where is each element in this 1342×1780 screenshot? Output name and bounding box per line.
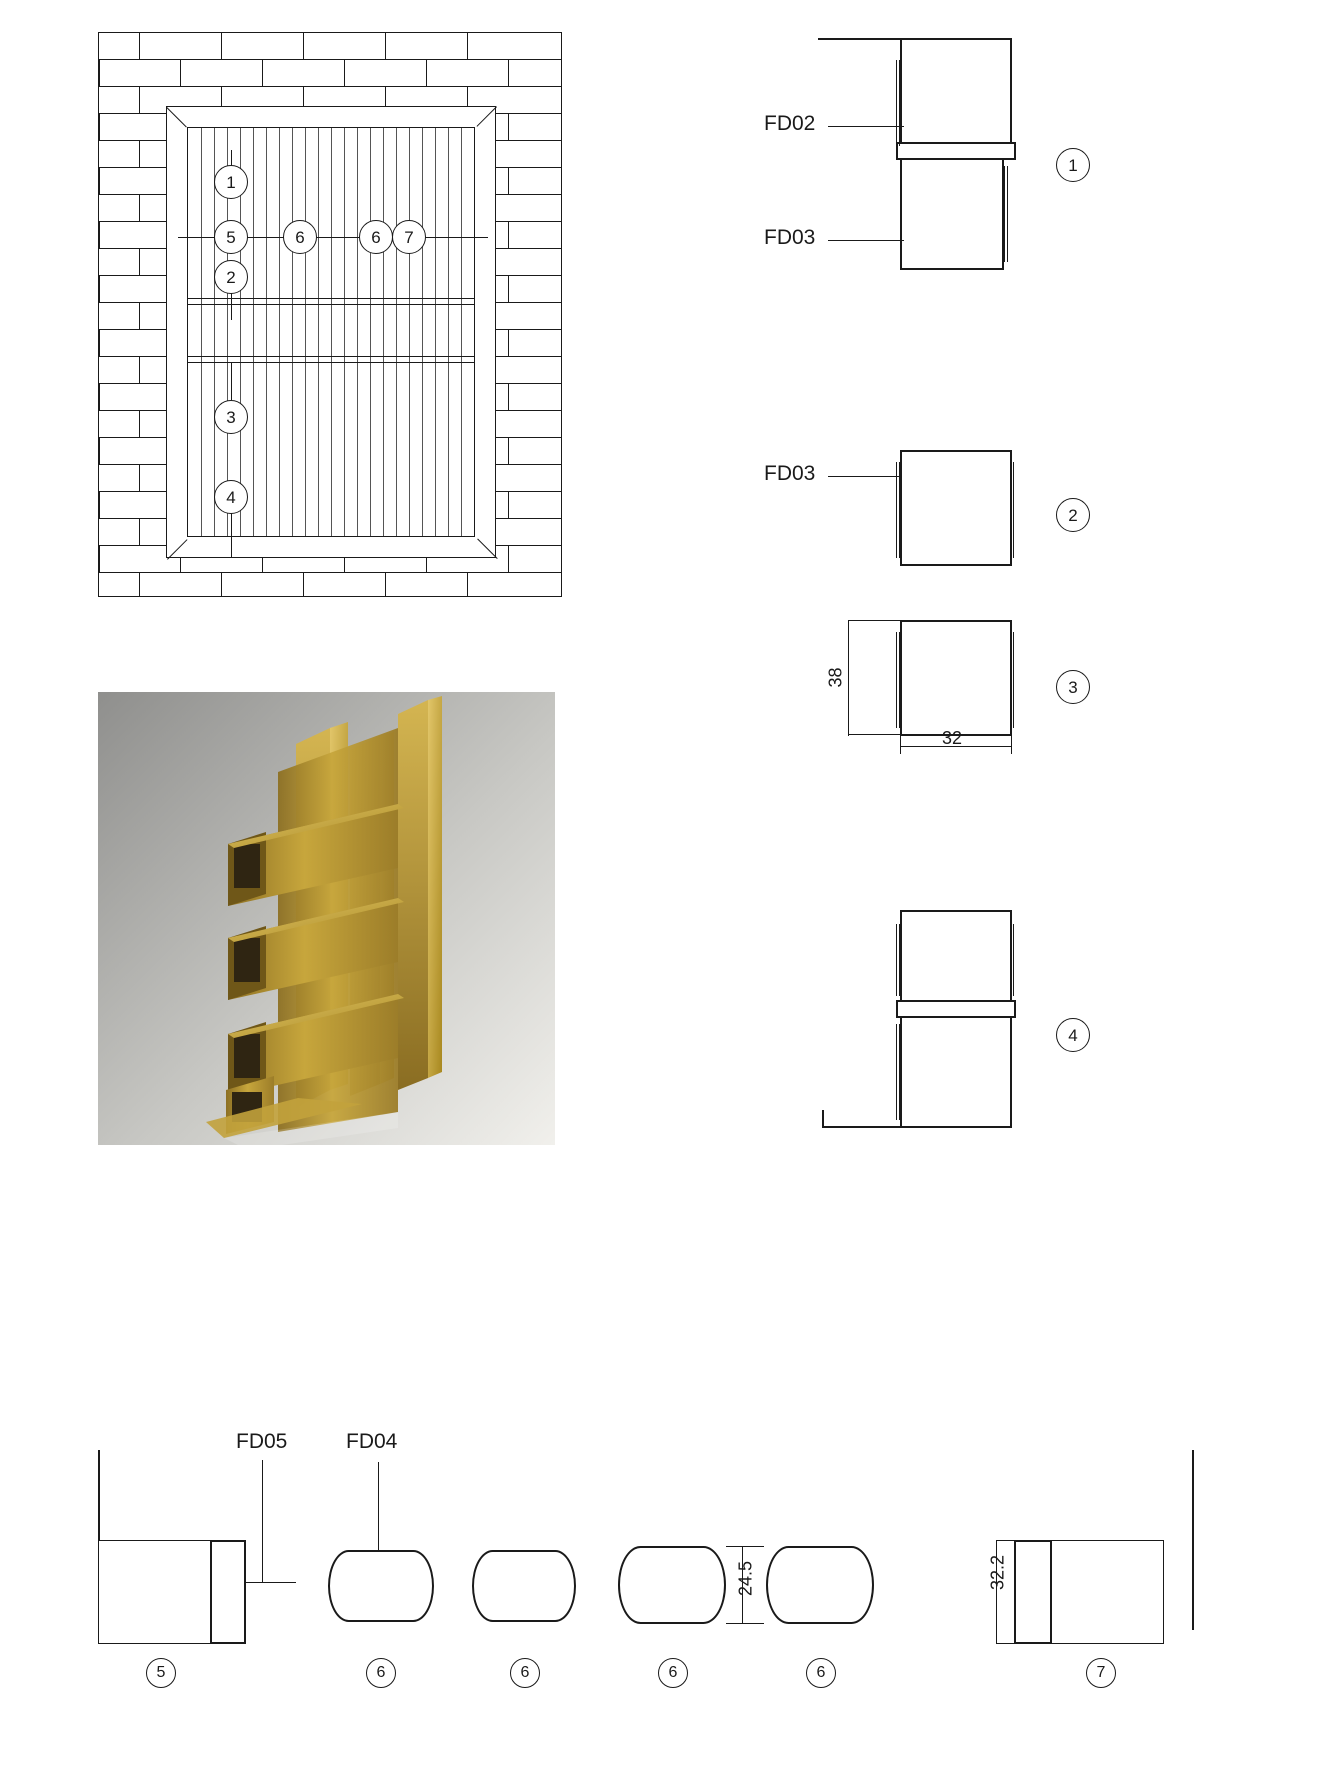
detail-4-upper-tube <box>900 910 1012 1014</box>
label-fd05: FD05 <box>236 1430 288 1453</box>
blade-profile <box>328 1550 434 1622</box>
section-hatch <box>896 1024 902 1120</box>
detail-number-7[interactable] <box>1086 1658 1116 1688</box>
blade-profile <box>472 1550 576 1622</box>
label-fd03-a: FD03 <box>764 226 816 249</box>
detail-1-head-section <box>760 30 1180 290</box>
detail-number-6b[interactable] <box>510 1658 540 1688</box>
detail-number-label: 6 <box>816 1664 826 1681</box>
section-hatch <box>896 632 902 728</box>
elevation-callout-2[interactable] <box>214 260 248 294</box>
elevation-callout-7[interactable] <box>392 220 426 254</box>
detail-number-label: 6 <box>668 1664 678 1681</box>
detail-number-6d[interactable] <box>806 1658 836 1688</box>
callout-label: 7 <box>404 227 414 247</box>
callout-label: 3 <box>226 407 236 427</box>
detail-number-label: 2 <box>1068 505 1078 525</box>
detail-number-label: 4 <box>1068 1025 1078 1045</box>
detail-number-1[interactable] <box>1056 148 1090 182</box>
dim-32-2: 32.2 <box>987 1554 1008 1591</box>
detail-number-4[interactable] <box>1056 1018 1090 1052</box>
section-hatch <box>1004 166 1009 262</box>
render-artwork <box>98 692 555 1145</box>
detail-3-tube <box>900 620 1012 736</box>
callout-label: 5 <box>226 227 236 247</box>
detail-number-label: 7 <box>1096 1664 1106 1681</box>
label-fd04: FD04 <box>346 1430 398 1453</box>
dim-32: 32 <box>942 728 963 748</box>
elevation-callout-6b[interactable] <box>359 220 393 254</box>
detail-number-2[interactable] <box>1056 498 1090 532</box>
detail-2-tube <box>900 450 1012 566</box>
detail-7-inner-box <box>1014 1540 1052 1644</box>
callout-label: 6 <box>295 227 305 247</box>
detail-6-louvre-blade-c <box>610 1440 780 1690</box>
label-fd03-b: FD03 <box>764 462 816 485</box>
blade-profile <box>618 1546 726 1624</box>
detail-2-tube-section <box>760 440 1180 590</box>
detail-6-louvre-blade-a <box>318 1430 458 1690</box>
3d-profile-render <box>98 692 555 1145</box>
detail-3-tube-dimensioned <box>760 612 1180 772</box>
detail-4-sill-section <box>760 890 1180 1170</box>
detail-1-lower-tube <box>900 158 1004 270</box>
elevation-callout-5[interactable] <box>214 220 248 254</box>
detail-number-6a[interactable] <box>366 1658 396 1688</box>
detail-1-upper-tube <box>900 38 1012 148</box>
detail-number-label: 5 <box>156 1664 166 1681</box>
detail-number-5[interactable] <box>146 1658 176 1688</box>
detail-number-label: 3 <box>1068 677 1078 697</box>
detail-7-jamb-right <box>986 1440 1216 1690</box>
detail-number-label: 6 <box>520 1664 530 1681</box>
callout-label: 1 <box>226 172 236 192</box>
detail-5-jamb-left <box>86 1430 316 1690</box>
elevation-callout-3[interactable] <box>214 400 248 434</box>
section-hatch <box>896 60 902 146</box>
blade-profile <box>766 1546 874 1624</box>
detail-6-louvre-blade-d <box>758 1440 908 1690</box>
label-fd02: FD02 <box>764 112 816 135</box>
section-hatch <box>896 924 902 996</box>
detail-number-3[interactable] <box>1056 670 1090 704</box>
elevation-callout-1[interactable] <box>214 165 248 199</box>
section-hatch <box>1010 462 1016 558</box>
section-hatch <box>1010 924 1016 996</box>
detail-4-lower-tube <box>900 1016 1012 1128</box>
dim-24-5: 24.5 <box>735 1560 756 1597</box>
detail-number-label: 1 <box>1068 155 1078 175</box>
detail-number-label: 6 <box>376 1664 386 1681</box>
dim-38: 38 <box>825 667 846 688</box>
callout-label: 4 <box>226 487 236 507</box>
detail-number-6c[interactable] <box>658 1658 688 1688</box>
section-hatch <box>1010 632 1016 728</box>
window-elevation <box>98 32 562 597</box>
elevation-callout-6a[interactable] <box>283 220 317 254</box>
callout-label: 6 <box>371 227 381 247</box>
elevation-callout-4[interactable] <box>214 480 248 514</box>
detail-6-louvre-blade-b <box>464 1440 604 1690</box>
detail-5-inner-box <box>210 1540 246 1644</box>
callout-label: 2 <box>226 267 236 287</box>
